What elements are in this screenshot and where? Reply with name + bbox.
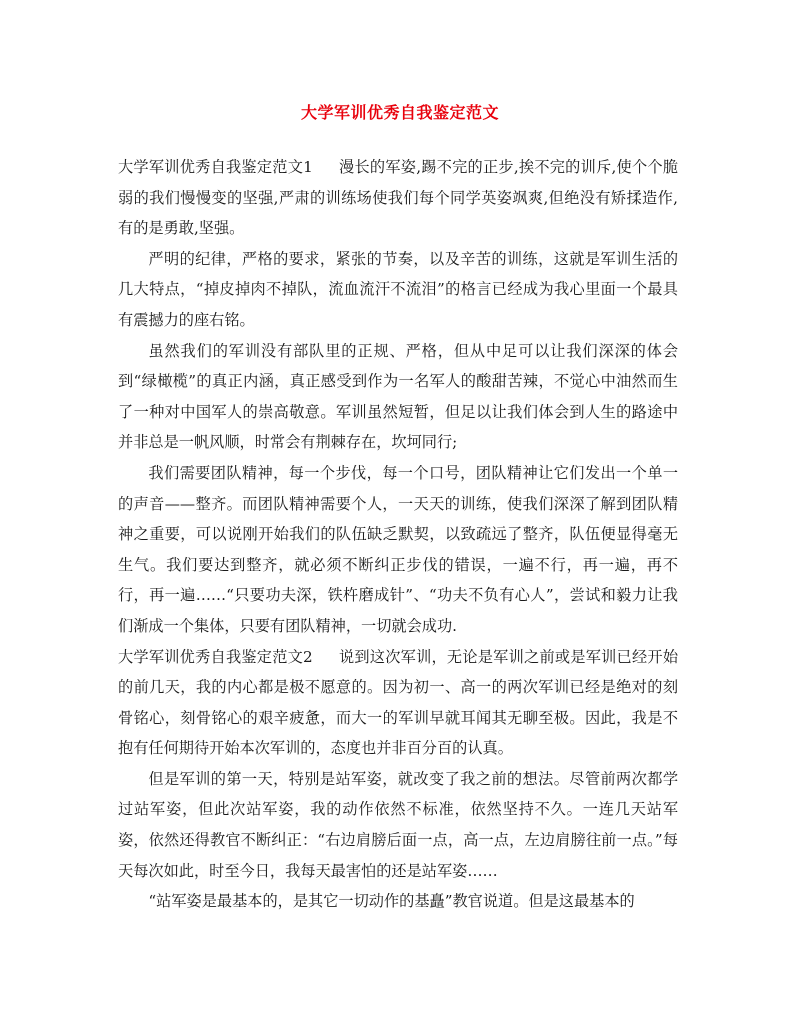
section-1-intro-text: 漫长的军姿,踢不完的正步,挨不完的训斥,使个个脆弱的我们慢慢变的坚强,严肃的训练场使我们每个同学英姿飒爽,但绝没有矫揉造作,有的是勇敢,坚强。 [118,158,679,238]
section-2-paragraph-1: 但是军训的第一天，特别是站军姿，就改变了我之前的想法。尽管前两次都学过站军姿，但此次站军姿，我的动作依然不标准，依然坚持不久。一连几天站军姿，依然还得教官不断纠正：“右边肩膀后面一点，高一点，左边肩膀往前一点。”每天每次如此，时至今日，我每天最害怕的还是站军姿…… [118,769,678,880]
section-2-paragraph-2: “站军姿是最基本的，是其它一切动作的基矗”教官说道。但是这最基本的 [148,892,635,911]
document-title: 大学军训优秀自我鉴定范文 [300,103,499,122]
section-1-paragraph-2: 虽然我们的军训没有部队里的正规、严格，但从中足可以让我们深深的体会到“绿橄榄”的真正内涵，真正感受到作为一名军人的酸甜苦辣，不觉心中油然而生了一种对中国军人的崇高敬意。军训虽然短暂，但足以让我们体会到人生的路途中并非总是一帆风顺，时常会有荆棘存在，坎坷同行; [118,341,678,452]
section-1-intro-paragraph [118,152,678,244]
document-body [118,152,678,917]
section-2-intro-text: 说到这次军训，无论是军训之前或是军训已经开始的前几天，我的内心都是极不愿意的。因为初一、高一的两次军训已经是绝对的刻骨铭心，刻骨铭心的艰辛疲惫，而大一的军训早就耳闻其无聊至极。因此，我是不抱有任何期待开始本次军训的，态度也并非百分百的认真。 [118,647,679,758]
section-2-intro-paragraph [118,642,678,764]
section-1-label: 大学军训优秀自我鉴定范文1 [118,158,313,176]
section-1-paragraph-1: 严明的纪律，严格的要求，紧张的节奏，以及辛苦的训练，这就是军训生活的几大特点，“掉皮掉肉不掉队，流血流汗不流泪”的格言已经成为我心里面一个最具有震撼力的座右铭。 [118,249,678,329]
section-1-paragraph-3: 我们需要团队精神，每一个步伐，每一个口号，团队精神让它们发出一个单一的声音——整齐。而团队精神需要个人，一天天的训练，使我们深深了解到团队精神之重要，可以说刚开始我们的队伍缺乏默契，以致疏远了整齐，队伍便显得毫无生气。我们要达到整齐，就必须不断纠正步伐的错误，一遍不行，再一遍，再不行，再一遍……“只要功夫深，铁杵磨成针”、“功夫不负有心人”，尝试和毅力让我们渐成一个集体，只要有团队精神，一切就会成功. [118,463,678,635]
section-2-label: 大学军训优秀自我鉴定范文2 [118,647,313,666]
